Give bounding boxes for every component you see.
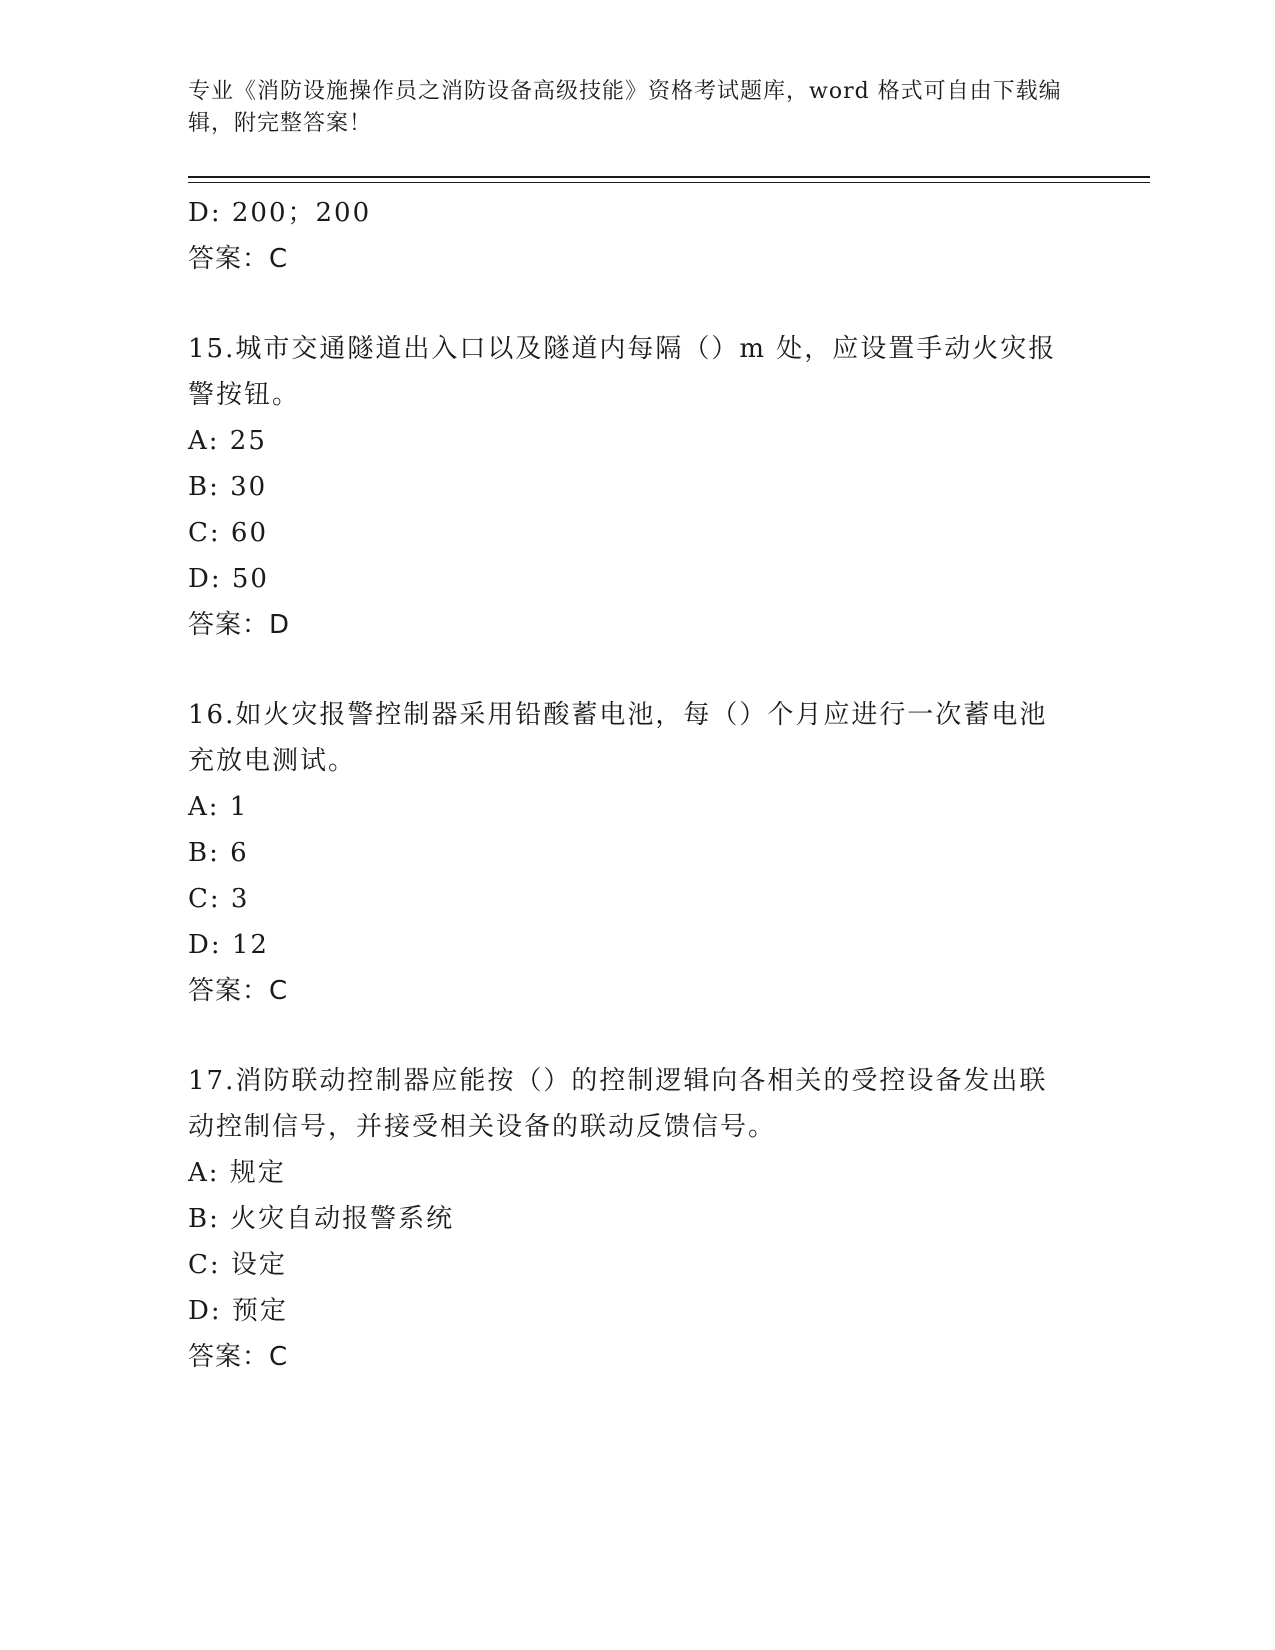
question-17 (188, 1058, 1088, 1380)
option-a: A: 25 (188, 426, 267, 456)
question-list (188, 190, 1088, 1380)
option-c: C: 3 (188, 884, 250, 914)
answer: 答案：D (188, 610, 291, 640)
option-a: A: 规定 (188, 1158, 286, 1188)
option-b: B: 6 (188, 838, 249, 868)
answer: 答案：C (188, 244, 289, 274)
question-16 (188, 692, 1088, 1014)
option-c: C: 60 (188, 518, 269, 548)
question-text: 15.城市交通隧道出入口以及隧道内每隔（）m 处，应设置手动火灾报警按钮。 (188, 334, 1057, 410)
answer: 答案：C (188, 976, 289, 1006)
option-d: D: 预定 (188, 1296, 288, 1326)
question-text: 17.消防联动控制器应能按（）的控制逻辑向各相关的受控设备发出联动控制信号，并接受相关设备的联动反馈信号。 (188, 1066, 1048, 1142)
question-15 (188, 326, 1088, 648)
option-b: B: 火灾自动报警系统 (188, 1204, 455, 1234)
document-header: 专业《消防设施操作员之消防设备高级技能》资格考试题库，word 格式可自由下载编辑，附完整答案！ (188, 79, 1062, 136)
header-divider-thick (188, 176, 1150, 178)
option-d: D: 12 (188, 930, 269, 960)
header-divider-thin (188, 182, 1150, 183)
option-d: D: 50 (188, 564, 269, 594)
option-c: C: 设定 (188, 1250, 287, 1280)
option-b: B: 30 (188, 472, 268, 502)
answer: 答案：C (188, 1342, 289, 1372)
option-a: A: 1 (188, 792, 249, 822)
option-d: D: 200；200 (188, 198, 372, 228)
question-text: 16.如火灾报警控制器采用铅酸蓄电池，每（）个月应进行一次蓄电池充放电测试。 (188, 700, 1048, 776)
